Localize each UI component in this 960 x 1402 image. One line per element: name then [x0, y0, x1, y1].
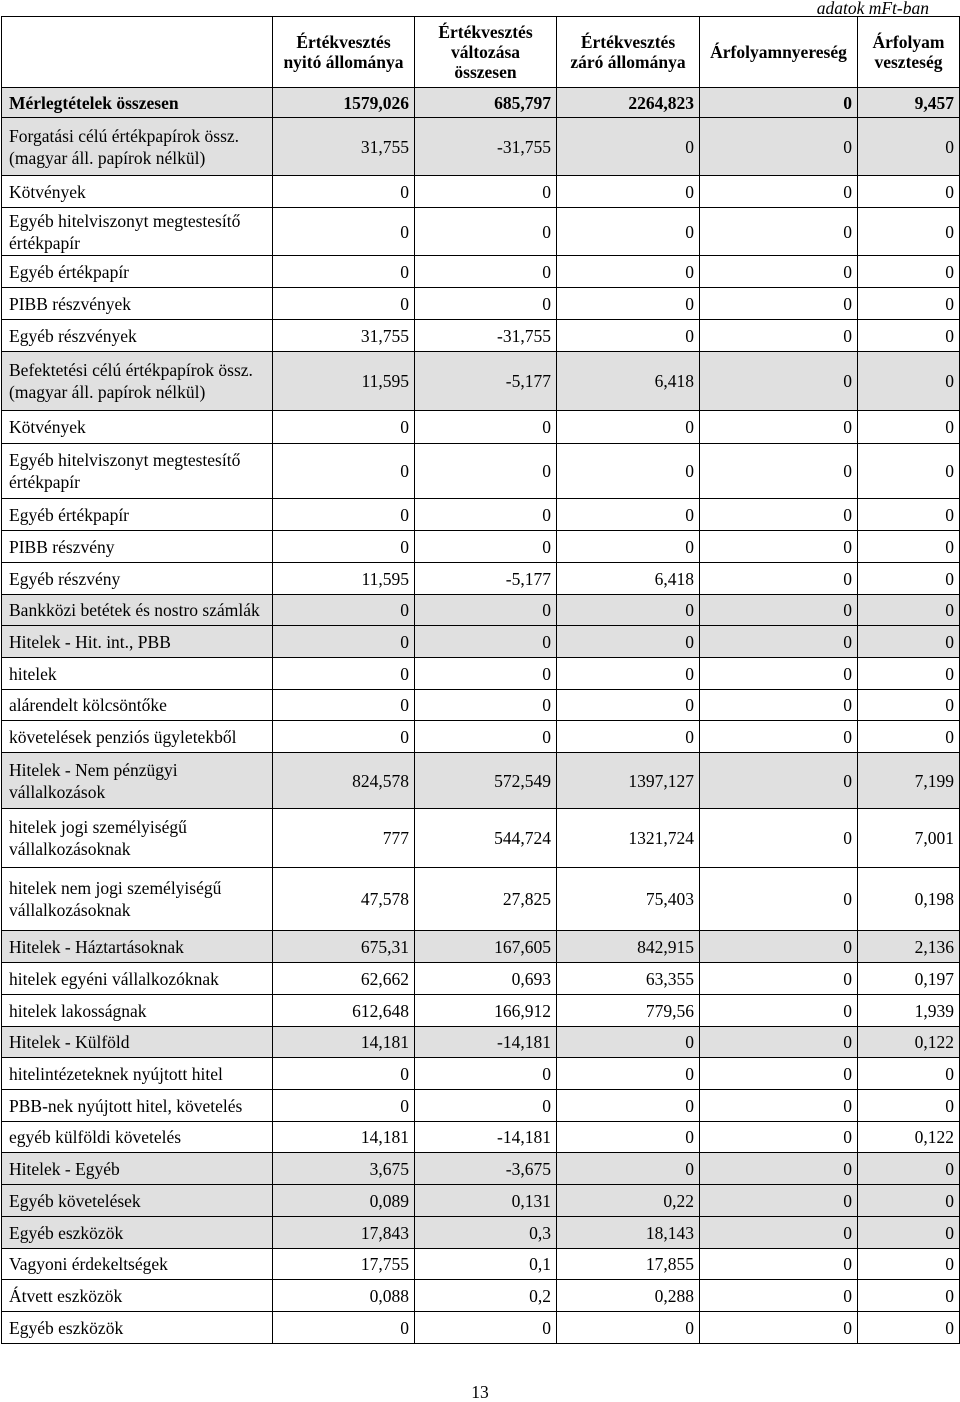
- impairment-table: [1, 16, 960, 1344]
- cell-opening-impairment: 0: [273, 1090, 415, 1122]
- cell-closing-impairment: 0: [557, 1312, 700, 1344]
- table-row: [2, 995, 960, 1027]
- row-label: Egyéb követelések: [2, 1185, 273, 1217]
- row-label: hitelek lakosságnak: [2, 995, 273, 1027]
- cell-fx-loss: 7,199: [858, 753, 960, 809]
- row-label: hitelek egyéni vállalkozóknak: [2, 963, 273, 995]
- cell-fx-loss: 0,198: [858, 868, 960, 931]
- cell-closing-impairment: 2264,823: [557, 88, 700, 118]
- cell-impairment-change: 0: [415, 690, 557, 721]
- cell-opening-impairment: 0: [273, 721, 415, 753]
- cell-impairment-change: 0: [415, 176, 557, 208]
- cell-fx-gain: 0: [700, 1249, 858, 1280]
- cell-fx-loss: 0: [858, 499, 960, 531]
- row-label: Egyéb hitelviszonyt megtestesítő értékpapír: [2, 208, 273, 256]
- cell-closing-impairment: 0: [557, 531, 700, 563]
- cell-opening-impairment: 0: [273, 176, 415, 208]
- row-label: PIBB részvények: [2, 288, 273, 320]
- cell-opening-impairment: 14,181: [273, 1122, 415, 1153]
- table-row: [2, 1217, 960, 1249]
- cell-closing-impairment: 0: [557, 595, 700, 626]
- cell-fx-gain: 0: [700, 658, 858, 690]
- cell-fx-gain: 0: [700, 1122, 858, 1153]
- cell-closing-impairment: 0: [557, 444, 700, 499]
- cell-opening-impairment: 31,755: [273, 320, 415, 352]
- cell-opening-impairment: 0: [273, 626, 415, 658]
- row-label: PIBB részvény: [2, 531, 273, 563]
- cell-opening-impairment: 62,662: [273, 963, 415, 995]
- cell-closing-impairment: 1397,127: [557, 753, 700, 809]
- cell-fx-loss: 0: [858, 1153, 960, 1185]
- cell-impairment-change: 0: [415, 499, 557, 531]
- row-label: Egyéb hitelviszonyt megtestesítő értékpapír: [2, 444, 273, 499]
- cell-fx-gain: 0: [700, 1185, 858, 1217]
- cell-fx-gain: 0: [700, 444, 858, 499]
- table-row: [2, 690, 960, 721]
- row-label: Hitelek - Hit. int., PBB: [2, 626, 273, 658]
- table-row: [2, 352, 960, 411]
- table-row: [2, 531, 960, 563]
- cell-fx-gain: 0: [700, 288, 858, 320]
- header-fx-loss: Árfolyam veszteség: [858, 17, 960, 88]
- cell-fx-gain: 0: [700, 88, 858, 118]
- header-opening-impairment: Értékvesztés nyitó állománya: [273, 17, 415, 88]
- table-row: [2, 595, 960, 626]
- cell-impairment-change: 0: [415, 626, 557, 658]
- cell-closing-impairment: 18,143: [557, 1217, 700, 1249]
- cell-fx-loss: 2,136: [858, 931, 960, 963]
- cell-fx-gain: 0: [700, 563, 858, 595]
- cell-impairment-change: 166,912: [415, 995, 557, 1027]
- cell-closing-impairment: 75,403: [557, 868, 700, 931]
- table-row: [2, 1312, 960, 1344]
- cell-fx-gain: 0: [700, 690, 858, 721]
- cell-impairment-change: 544,724: [415, 809, 557, 868]
- row-label: hitelek nem jogi személyiségű vállalkozásoknak: [2, 868, 273, 931]
- cell-opening-impairment: 0: [273, 208, 415, 256]
- cell-fx-loss: 0: [858, 1090, 960, 1122]
- header-closing-impairment: Értékvesztés záró állománya: [557, 17, 700, 88]
- cell-fx-loss: 0: [858, 1312, 960, 1344]
- cell-fx-loss: 1,939: [858, 995, 960, 1027]
- cell-opening-impairment: 824,578: [273, 753, 415, 809]
- cell-fx-gain: 0: [700, 626, 858, 658]
- cell-impairment-change: 167,605: [415, 931, 557, 963]
- table-row: [2, 1027, 960, 1058]
- row-label: Bankközi betétek és nostro számlák: [2, 595, 273, 626]
- table-row: [2, 809, 960, 868]
- cell-opening-impairment: 0: [273, 595, 415, 626]
- cell-opening-impairment: 0: [273, 1058, 415, 1090]
- cell-opening-impairment: 0: [273, 411, 415, 444]
- table-row: [2, 118, 960, 176]
- cell-impairment-change: 0: [415, 531, 557, 563]
- table-row: [2, 1249, 960, 1280]
- cell-impairment-change: -5,177: [415, 563, 557, 595]
- table-row: [2, 1122, 960, 1153]
- cell-fx-loss: 0: [858, 1185, 960, 1217]
- cell-impairment-change: 572,549: [415, 753, 557, 809]
- cell-fx-gain: 0: [700, 531, 858, 563]
- cell-opening-impairment: 0: [273, 690, 415, 721]
- cell-impairment-change: 0: [415, 444, 557, 499]
- table-row: [2, 444, 960, 499]
- table-body: [2, 88, 960, 1344]
- table-row: [2, 288, 960, 320]
- row-label: Mérlegtételek összesen: [2, 88, 273, 118]
- table-row: [2, 626, 960, 658]
- table-row: [2, 499, 960, 531]
- row-label: Kötvények: [2, 411, 273, 444]
- row-label: Egyéb eszközök: [2, 1217, 273, 1249]
- row-label: alárendelt kölcsöntőke: [2, 690, 273, 721]
- cell-fx-gain: 0: [700, 176, 858, 208]
- row-label: PBB-nek nyújtott hitel, követelés: [2, 1090, 273, 1122]
- cell-fx-loss: 0: [858, 626, 960, 658]
- cell-opening-impairment: 0: [273, 499, 415, 531]
- row-label: Forgatási célú értékpapírok össz. (magyar áll. papírok nélkül): [2, 118, 273, 176]
- cell-fx-gain: 0: [700, 352, 858, 411]
- row-label: Hitelek - Külföld: [2, 1027, 273, 1058]
- cell-opening-impairment: 0: [273, 1312, 415, 1344]
- cell-impairment-change: 0,131: [415, 1185, 557, 1217]
- cell-closing-impairment: 0,22: [557, 1185, 700, 1217]
- cell-fx-gain: 0: [700, 595, 858, 626]
- cell-impairment-change: 0: [415, 288, 557, 320]
- table-row: [2, 1058, 960, 1090]
- cell-impairment-change: 0: [415, 1090, 557, 1122]
- cell-opening-impairment: 0: [273, 658, 415, 690]
- cell-fx-gain: 0: [700, 411, 858, 444]
- row-label: Hitelek - Nem pénzügyi vállalkozások: [2, 753, 273, 809]
- cell-fx-loss: 9,457: [858, 88, 960, 118]
- cell-closing-impairment: 0: [557, 411, 700, 444]
- cell-impairment-change: 0: [415, 721, 557, 753]
- table-row: [2, 963, 960, 995]
- cell-closing-impairment: 0: [557, 1027, 700, 1058]
- cell-impairment-change: 0: [415, 208, 557, 256]
- cell-closing-impairment: 0: [557, 1090, 700, 1122]
- cell-opening-impairment: 11,595: [273, 352, 415, 411]
- cell-fx-loss: 7,001: [858, 809, 960, 868]
- table-row: [2, 658, 960, 690]
- cell-fx-loss: 0: [858, 320, 960, 352]
- header-row: [2, 17, 960, 88]
- cell-closing-impairment: 0: [557, 288, 700, 320]
- cell-fx-gain: 0: [700, 256, 858, 288]
- cell-fx-gain: 0: [700, 320, 858, 352]
- cell-fx-loss: 0: [858, 531, 960, 563]
- row-label: hitelintézeteknek nyújtott hitel: [2, 1058, 273, 1090]
- table-row: [2, 176, 960, 208]
- page-number: 13: [471, 1382, 489, 1402]
- cell-closing-impairment: 779,56: [557, 995, 700, 1027]
- table-row: [2, 721, 960, 753]
- cell-closing-impairment: 0: [557, 721, 700, 753]
- cell-impairment-change: -14,181: [415, 1027, 557, 1058]
- cell-impairment-change: 0: [415, 1058, 557, 1090]
- row-label: Hitelek - Egyéb: [2, 1153, 273, 1185]
- cell-closing-impairment: 17,855: [557, 1249, 700, 1280]
- header-corner-cell: [2, 17, 273, 88]
- cell-closing-impairment: 0: [557, 1122, 700, 1153]
- cell-fx-gain: 0: [700, 499, 858, 531]
- row-label: Hitelek - Háztartásoknak: [2, 931, 273, 963]
- table-row: [2, 1185, 960, 1217]
- cell-closing-impairment: 842,915: [557, 931, 700, 963]
- cell-impairment-change: 0: [415, 256, 557, 288]
- cell-closing-impairment: 0,288: [557, 1280, 700, 1312]
- cell-fx-gain: 0: [700, 868, 858, 931]
- table-row: [2, 1280, 960, 1312]
- cell-impairment-change: 0: [415, 658, 557, 690]
- cell-fx-gain: 0: [700, 1217, 858, 1249]
- row-label: egyéb külföldi követelés: [2, 1122, 273, 1153]
- cell-impairment-change: 0,3: [415, 1217, 557, 1249]
- table-row: [2, 256, 960, 288]
- cell-fx-loss: 0: [858, 595, 960, 626]
- cell-impairment-change: 685,797: [415, 88, 557, 118]
- cell-fx-loss: 0: [858, 690, 960, 721]
- row-label: hitelek: [2, 658, 273, 690]
- header-impairment-change: Értékvesztés változása összesen: [415, 17, 557, 88]
- cell-fx-gain: 0: [700, 1027, 858, 1058]
- table-row: [2, 88, 960, 118]
- cell-fx-loss: 0: [858, 563, 960, 595]
- cell-opening-impairment: 0: [273, 444, 415, 499]
- cell-closing-impairment: 6,418: [557, 352, 700, 411]
- cell-fx-loss: 0: [858, 444, 960, 499]
- cell-closing-impairment: 0: [557, 1058, 700, 1090]
- cell-opening-impairment: 675,31: [273, 931, 415, 963]
- cell-closing-impairment: 1321,724: [557, 809, 700, 868]
- row-label: Befektetési célú értékpapírok össz. (magyar áll. papírok nélkül): [2, 352, 273, 411]
- cell-closing-impairment: 63,355: [557, 963, 700, 995]
- table-row: [2, 320, 960, 352]
- cell-opening-impairment: 0: [273, 288, 415, 320]
- cell-opening-impairment: 31,755: [273, 118, 415, 176]
- cell-fx-gain: 0: [700, 208, 858, 256]
- table-row: [2, 208, 960, 256]
- cell-opening-impairment: 14,181: [273, 1027, 415, 1058]
- cell-fx-loss: 0,122: [858, 1122, 960, 1153]
- row-label: Egyéb részvények: [2, 320, 273, 352]
- cell-closing-impairment: 0: [557, 118, 700, 176]
- cell-impairment-change: -3,675: [415, 1153, 557, 1185]
- cell-fx-loss: 0: [858, 1280, 960, 1312]
- cell-fx-loss: 0: [858, 118, 960, 176]
- cell-fx-loss: 0: [858, 658, 960, 690]
- cell-fx-gain: 0: [700, 995, 858, 1027]
- cell-fx-loss: 0: [858, 176, 960, 208]
- cell-fx-loss: 0: [858, 256, 960, 288]
- cell-opening-impairment: 17,755: [273, 1249, 415, 1280]
- cell-closing-impairment: 0: [557, 256, 700, 288]
- cell-fx-loss: 0: [858, 352, 960, 411]
- cell-opening-impairment: 0: [273, 531, 415, 563]
- cell-fx-gain: 0: [700, 1312, 858, 1344]
- cell-opening-impairment: 0,088: [273, 1280, 415, 1312]
- cell-closing-impairment: 0: [557, 320, 700, 352]
- cell-closing-impairment: 0: [557, 176, 700, 208]
- cell-impairment-change: -5,177: [415, 352, 557, 411]
- table-row: [2, 868, 960, 931]
- cell-opening-impairment: 47,578: [273, 868, 415, 931]
- header-fx-gain: Árfolyamnyereség: [700, 17, 858, 88]
- unit-note: adatok mFt-ban: [816, 0, 929, 18]
- cell-fx-loss: 0,122: [858, 1027, 960, 1058]
- cell-fx-gain: 0: [700, 753, 858, 809]
- cell-fx-loss: 0: [858, 208, 960, 256]
- cell-fx-gain: 0: [700, 1058, 858, 1090]
- cell-impairment-change: 0: [415, 411, 557, 444]
- cell-fx-gain: 0: [700, 931, 858, 963]
- cell-impairment-change: -14,181: [415, 1122, 557, 1153]
- cell-impairment-change: 27,825: [415, 868, 557, 931]
- cell-closing-impairment: 0: [557, 658, 700, 690]
- row-label: Vagyoni érdekeltségek: [2, 1249, 273, 1280]
- cell-impairment-change: 0,1: [415, 1249, 557, 1280]
- cell-opening-impairment: 1579,026: [273, 88, 415, 118]
- cell-fx-gain: 0: [700, 721, 858, 753]
- cell-fx-loss: 0: [858, 1058, 960, 1090]
- cell-opening-impairment: 11,595: [273, 563, 415, 595]
- cell-opening-impairment: 0,089: [273, 1185, 415, 1217]
- cell-opening-impairment: 0: [273, 256, 415, 288]
- table-row: [2, 1153, 960, 1185]
- cell-fx-gain: 0: [700, 118, 858, 176]
- cell-impairment-change: 0,2: [415, 1280, 557, 1312]
- cell-fx-loss: 0: [858, 1249, 960, 1280]
- row-label: követelések penziós ügyletekből: [2, 721, 273, 753]
- cell-fx-gain: 0: [700, 1280, 858, 1312]
- row-label: Kötvények: [2, 176, 273, 208]
- cell-impairment-change: 0: [415, 595, 557, 626]
- cell-closing-impairment: 0: [557, 690, 700, 721]
- cell-fx-gain: 0: [700, 1090, 858, 1122]
- row-label: Átvett eszközök: [2, 1280, 273, 1312]
- cell-impairment-change: 0,693: [415, 963, 557, 995]
- cell-opening-impairment: 612,648: [273, 995, 415, 1027]
- cell-fx-gain: 0: [700, 963, 858, 995]
- cell-fx-loss: 0: [858, 411, 960, 444]
- cell-fx-loss: 0: [858, 721, 960, 753]
- cell-closing-impairment: 0: [557, 208, 700, 256]
- cell-closing-impairment: 0: [557, 499, 700, 531]
- cell-impairment-change: -31,755: [415, 118, 557, 176]
- row-label: Egyéb értékpapír: [2, 499, 273, 531]
- table-row: [2, 411, 960, 444]
- cell-closing-impairment: 0: [557, 1153, 700, 1185]
- cell-fx-loss: 0: [858, 1217, 960, 1249]
- cell-opening-impairment: 3,675: [273, 1153, 415, 1185]
- cell-opening-impairment: 17,843: [273, 1217, 415, 1249]
- cell-fx-gain: 0: [700, 1153, 858, 1185]
- row-label: Egyéb részvény: [2, 563, 273, 595]
- cell-fx-loss: 0,197: [858, 963, 960, 995]
- cell-opening-impairment: 777: [273, 809, 415, 868]
- table-row: [2, 931, 960, 963]
- table-row: [2, 563, 960, 595]
- cell-fx-gain: 0: [700, 809, 858, 868]
- cell-closing-impairment: 6,418: [557, 563, 700, 595]
- row-label: hitelek jogi személyiségű vállalkozásoknak: [2, 809, 273, 868]
- row-label: Egyéb értékpapír: [2, 256, 273, 288]
- cell-fx-loss: 0: [858, 288, 960, 320]
- cell-impairment-change: -31,755: [415, 320, 557, 352]
- cell-closing-impairment: 0: [557, 626, 700, 658]
- table-row: [2, 1090, 960, 1122]
- table-row: [2, 753, 960, 809]
- cell-impairment-change: 0: [415, 1312, 557, 1344]
- row-label: Egyéb eszközök: [2, 1312, 273, 1344]
